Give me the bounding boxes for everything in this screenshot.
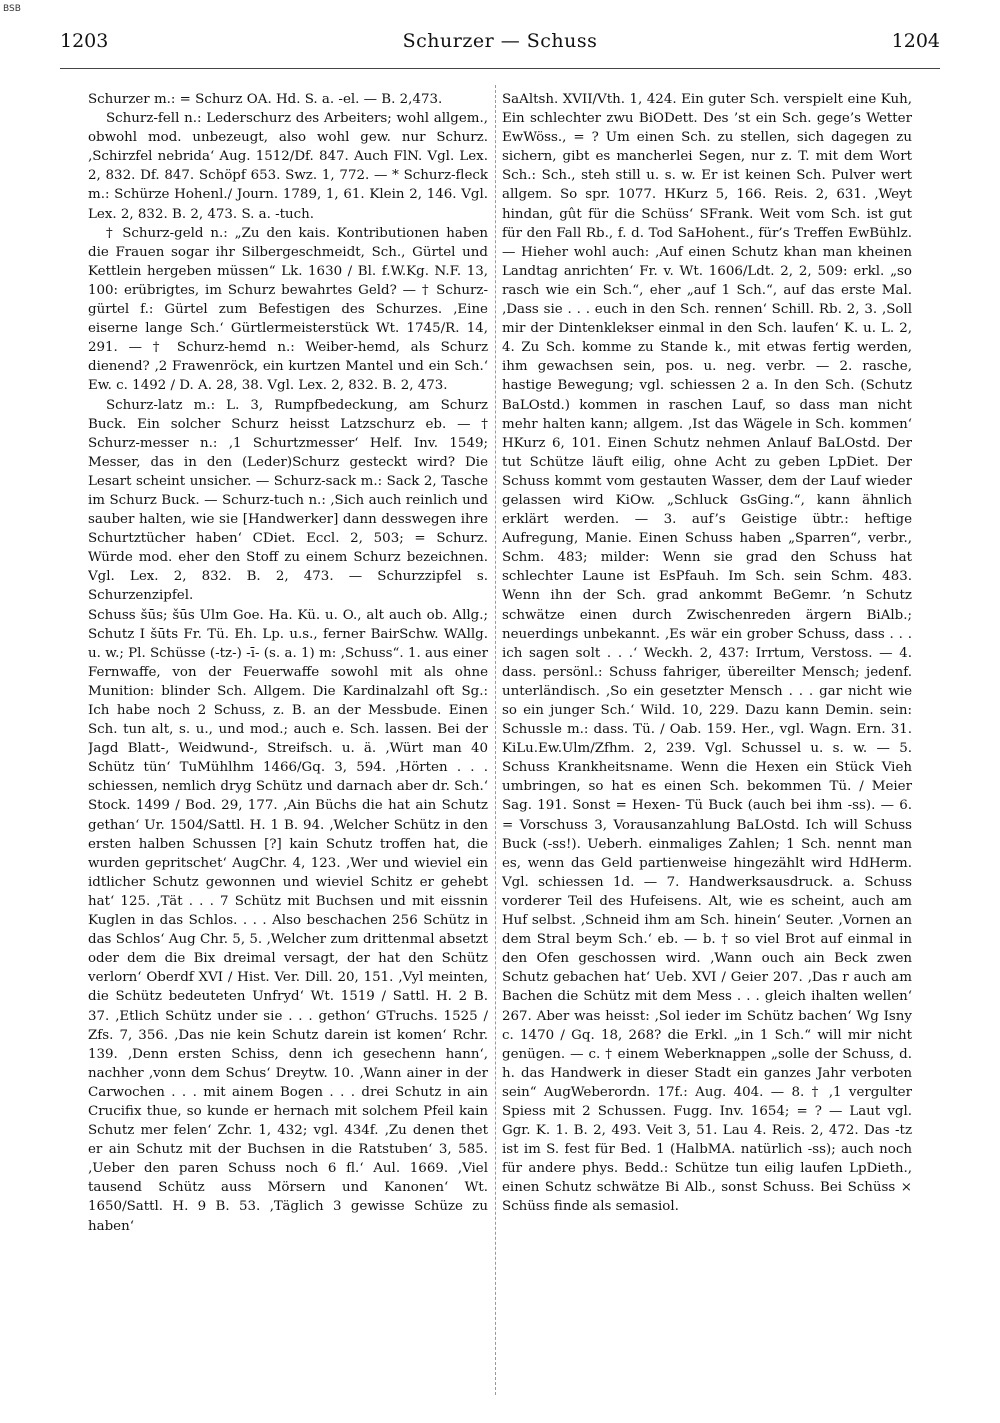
library-stamp: BSB — [3, 4, 21, 14]
running-title: Schurzer — Schuss — [402, 30, 598, 52]
entry-schurz-fell: Schurz-fell n.: Lederschurz des Arbeiters; wohl allgem., obwohl mod. unbezeugt, also wohl gew. nur Schurz. ‚Schirzfel nebrida‘ Aug. 1512/Df. 847. Auch FlN. Vgl. Lex. 2, 832. Df. 847. Schöpf 653. Swz. 1, 772. — * Schurz-fleck m.: Schürze Hohenl./ Journ. 1789, 1, 61. Klein 2, 146. Vgl. Lex. 2, 832. B. 2, 473. S. a. -tuch. — [88, 111, 488, 222]
entry-schuss: Schuss šūs; šūs Ulm Goe. Ha. Kü. u. O., alt auch ob. Allg.; Schutz I šūts Fr. Tü. Eh. Lp. u.s., ferner BairSchw. WAllg. u. w.; Pl. Schüsse (-tz-) -ī- (s. a. 1) m: ‚Schuss“. 1. aus einer Fernwaffe, von der Feuerwaffe sowohl mit als ohne Munition: blinder Sch. Allgem. Die Kardinalzahl oft Sg.: Ich habe noch 2 Schuss, z. B. an der Messbude. Einen Sch. tun alt, s. u., und mod.; auch e. Sch. lassen. Bei der Jagd Blatt-, Weidwund-, Streifsch. u. ä. ‚Würt man 40 Schütz tün‘ TuMühlhm 1466/Gq. 3, 594. ‚Hörten . . . schiessen, nemlich dryg Schütz und darnach aber dr. Sch.‘ Stock. 1499 / Bod. 29, 177. ‚Ain Büchs die hat ain Schutz gethan‘ Ur. 1504/Sattl. H. 1 B. 94. ‚Welcher Schütz in den ersten halben Schussen [?] kain Schutz troffen hat, die wurden gepritschet‘ AugChr. 4, 123. ‚Wer und wieviel ein idtlicher Schutz gewonnen und wieviel Schitz er gehebt hat‘ 125. ‚Tät . . . 7 Schütz mit Buchsen und mit eissnin Kuglen in das Schlos. . . . Also beschachen 256 Schütz in das Schlos‘ Aug Chr. 5, 5. ‚Welcher zum drittenmal absetzt oder dem die Bix dreimal versagt, der hat den Schütz verlorn‘ Oberdf XVI / Hist. Ver. Dill. 20, 151. ‚Vyl meinten, die Schütz bedeuteten Unfryd‘ Wt. 1519 / Sattl. H. 2 B. 37. ‚Etlich Schütz under sie . . . gethon‘ GTruchs. 1525 / Zfs. 7, 356. ‚Das nie kein Schutz darein ist komen‘ Rchr. 139. ‚Denn ersten Schiss, denn ich gesechenn hann‘, nachher ‚vonn dem Schus‘ Dreytw. 10. ‚Wann ainer in der Carwochen . . . mit ainem Bogen . . . drei Schutz in ain Crucifix thue, so kunde er hernach mit solchem Pfeil kain Schutz mer felen‘ Zchr. 1, 432; vgl. 434f. ‚Zu denen thet er ain Schutz mit der Buchsen in die Ratstuben‘ 3, 585. ‚Ueber den paren Schuss noch 6 fl.‘ Aul. 1669. ‚Viel tausend Schütz auss Mörsern und Kanonen‘ Wt. 1650/Sattl. H. 9 B. 53. ‚Täglich 3 gewisse Schüze zu haben‘ — [88, 607, 488, 1234]
column-divider — [495, 85, 496, 1395]
entry-schurz-geld: † Schurz-geld n.: „Zu den kais. Kontributionen haben die Frauen sogar ihr Silbergeschmeidt, Sch., Gürtel und Kettlein hergeben müssen“ Lk. 1630 / Bl. f.W.Kg. N.F. 13, 100: erübrigtes, im Schurz bewahrtes Geld? — † Schurz-gürtel f.: Gürtel zum Befestigen des Schurzes. ‚Eine eiserne lange Sch.‘ Gürtlermeisterstück Wt. 1745/R. 14, 291. — † Schurz-hemd n.: Weiber-hemd, als Schurz dienend? ‚2 Frawenröck, ein kurtzen Mantel und ein Sch.‘ Ew. c. 1492 / D. A. 28, 38. Vgl. Lex. 2, 832. B. 2, 473. — [88, 225, 488, 394]
page-number-right: 1204 — [891, 30, 940, 52]
right-column — [502, 90, 912, 1385]
entry-schurz-latz: Schurz-latz m.: L. 3, Rumpfbedeckung, am Schurz Buck. Ein solcher Schurz heisst Latzschurz eb. — † Schurz-messer n.: ‚1 Schurtzmesser‘ Helf. Inv. 1549; Messer, das in den (Leder)Schurz gesteckt wird? Die Lesart scheint unsicher. — Schurz-sack m.: Sack 2, Tasche im Schurz Buck. — Schurz-tuch n.: ‚Sich auch reinlich und sauber halten, wie sie [Handwerker] dann desswegen ihre Schurtztücher haben‘ CDiet. Eccl. 2, 503; = Schurz. Würde mod. eher den Stoff zu einem Schurz bezeichnen. Vgl. Lex. 2, 832. B. 2, 473. — Schurzzipfel s. Schurzenzipfel. — [88, 397, 488, 604]
header-rule — [60, 68, 940, 69]
entry-schuss-continued: SaAltsh. XVII/Vth. 1, 424. Ein guter Sch. verspielt eine Kuh, Ein schlechter zwu BiODett. Des ’st ein Sch. gege’s Wetter EwWöss., = ? Um einen Sch. zu stellen, sich dagegen zu sichern, gibt es mancherlei Segen, nur z. T. mit dem Wort Sch.: Sch., steh still u. s. w. Er ist keinen Sch. Pulver wert allgem. So spr. 1077. HKurz 5, 166. Reis. 2, 631. ‚Weyt hindan, gût für die Schüss‘ SFrank. Weit vom Sch. ist gut für den Fall Rb., f. d. Tod SaHohent., für’s Treffen EwBühlz. — Hieher wohl auch: ‚Auf einen Schutz khan man kheinen Landtag anrichten‘ Fr. v. Wt. 1606/Ldt. 2, 2, 509: erkl. „so rasch wie ein Sch.“, eher „auf 1 Sch.“, auf das erste Mal. ‚Dass sie . . . euch in den Sch. rennen‘ Schill. Rb. 2, 3. ‚Soll mir der Dintenklekser einmal in den Sch. laufen‘ K. u. L. 2, 4. Zu Sch. komme zu Stande k., mit etwas fertig werden, ihm gewachsen sein, pos. u. neg. verbr. — 2. rasche, hastige Bewegung; vgl. schiessen 2 a. In den Sch. (Schutz BaLOstd.) kommen in raschen Lauf, so dass man nicht mehr halten kann; allgem. ‚Ist das Wägele in Sch. kommen‘ HKurz 6, 101. Einen Schutz nehmen Anlauf BaLOstd. Der tut Schütze läuft eilig, ohne Acht zu geben LpDiet. Der Schuss kommt vom gestauten Wasser, dem der Lauf wieder gelassen wird KiOw. „Schluck GsGing.“, kann ähnlich erklärt werden. — 3. auf’s Geistige übtr.: heftige Aufregung, Manie. Einen Schuss haben „Sparren“, verbr., Schm. 483; milder: Wenn sie grad den Schuss hat schlechter Laune ist EsPfauh. Im Sch. sein Schm. 483. Wenn ihn der Sch. grad ankommt BeGemr. ’n Schutz schwätze einen durch Zwischenreden ärgern BiAlb.; neuerdings unbekannt. ‚Es wär ein grober Schuss, dass . . . ich sagen solt . . .‘ Weckh. 2, 437: Irrtum, Verstoss. — 4. dass. persönl.: Schuss fahriger, übereilter Mensch; jedenf. unterländisch. ‚So ein gesetzter Mensch . . . gar nicht wie so ein junger Sch.‘ Wild. 10, 229. Dazu kann Demin. sein: Schussle m.: dass. Tü. / Oab. 159. Her., vgl. Wagn. Ern. 31. KiLu.Ew.Ulm/Zfhm. 2, 239. Vgl. Schussel u. s. w. — 5. Schuss Krankheitsname. Wenn die Hexen ein Stück Vieh umbringen, so hat es einen Sch. bekommen Tü. / Meier Sag. 191. Sonst = Hexen- Tü Buck (auch bei ihm -ss). — 6. = Vorschuss 3, Vorausanzahlung BaLOstd. Ich will Schuss Buck (-ss!). Ueberh. einmaliges Zahlen; 1 Sch. nennt man es, wenn das Geld partienweise hingezählt wird HdHerm. Vgl. schiessen 1d. — 7. Handwerksausdruck. a. Schuss vorderer Teil des Hufeisens. Alt, wie es scheint, auch am Huf selbst. ‚Schneid ihm am Sch. hinein‘ Seuter. ‚Vornen an dem Stral beym Sch.‘ eb. — b. † so viel Brot auf einmal in den Ofen geschossen wird. ‚Wann ouch ain Beck zwen Schutz gebachen hat‘ Ueb. XVI / Geier 207. ‚Das r auch am Bachen die Schütz mit dem Mess . . . gleich ihalten wellen‘ 267. Aber was heisst: ‚Sol ieder im Schütz bachen‘ Wg Isny c. 1470 / Gq. 18, 268? die Erkl. „in 1 Sch.“ will mir nicht genügen. — c. † einem Weberknappen „solle der Schuss, d. h. das Handwerk in dieser Stadt ein ganzes Jahr verboten sein“ AugWeberordn. 17f.: Aug. 404. — 8. † ‚1 vergulter Spiess mit 2 Schussen. Fugg. Inv. 1654; = ? — Laut vgl. Ggr. K. 1. B. 2, 493. Veit 3, 51. Lau 4. Reis. 2, 472. Das -tz ist im S. fest für Bed. 1 (HalbMA. natürlich -ss); auch noch für andere phys. Bedd.: Schütze tun eilig laufen LpDieth., einen Schutz schwätze Bi Alb., sonst Schuss. Bei Schüss × Schüss finde als semasiol. — [502, 92, 912, 1215]
page-number-left: 1203 — [60, 30, 109, 52]
entry-schurzer: Schurzer m.: = Schurz OA. Hd. S. a. -el. — B. 2,473. — [88, 92, 443, 107]
page-header — [60, 30, 940, 66]
left-column — [88, 90, 488, 1385]
